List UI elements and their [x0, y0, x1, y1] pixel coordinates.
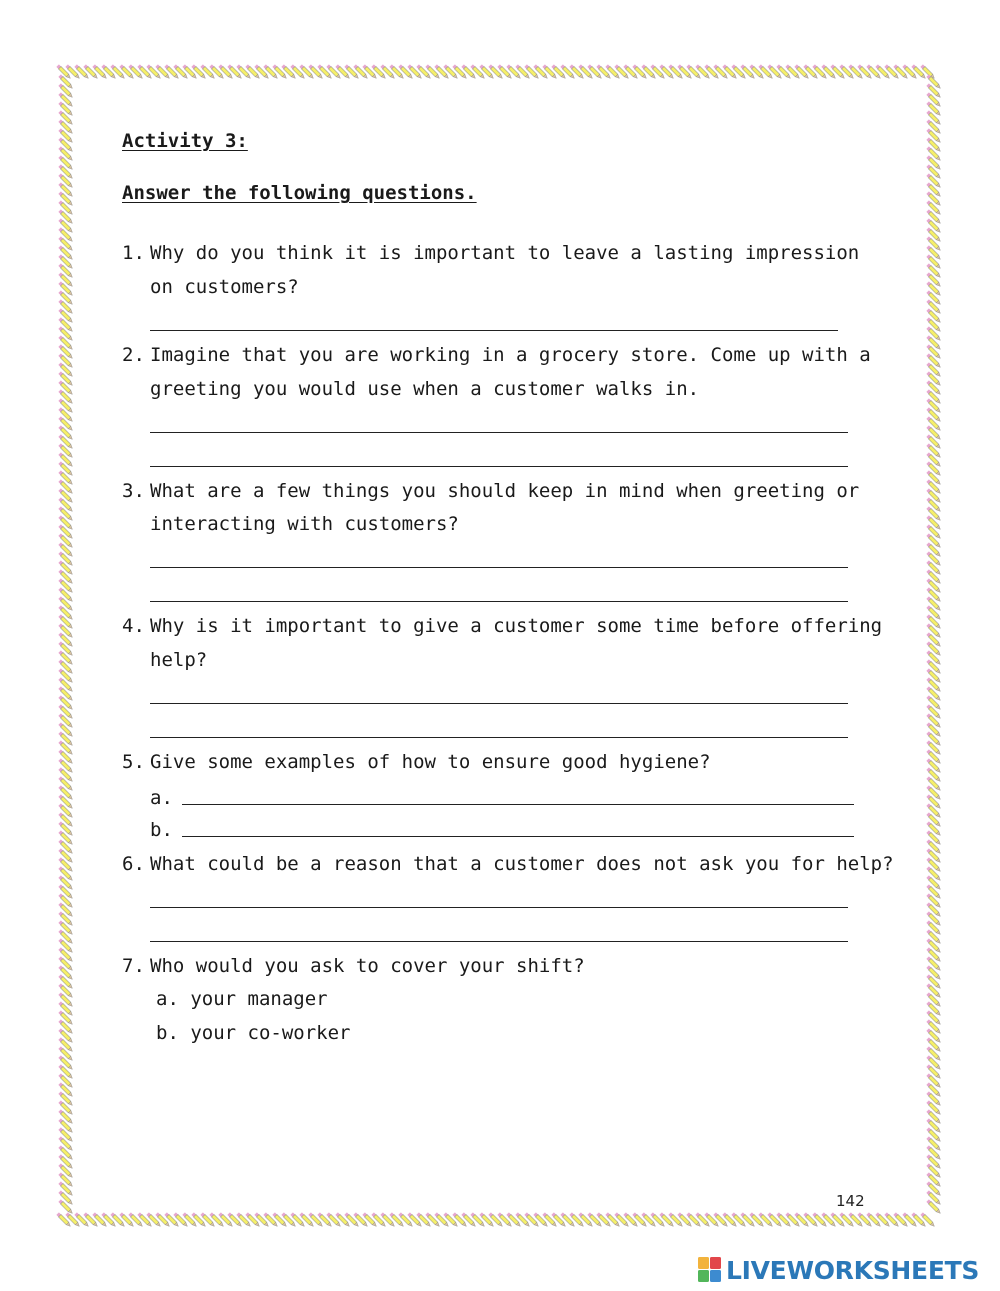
question-number: 1. — [122, 242, 145, 264]
answer-line[interactable] — [182, 836, 854, 837]
liveworksheets-logo — [698, 1256, 979, 1284]
answer-line[interactable] — [150, 941, 848, 942]
question-text: Why do you think it is important to leave a lasting impression — [150, 242, 860, 264]
answer-line[interactable] — [150, 567, 848, 568]
question-number: 4. — [122, 615, 145, 637]
answer-line[interactable] — [182, 804, 854, 805]
answer-line[interactable] — [150, 737, 848, 738]
activity-instruction: Answer the following questions. — [122, 182, 477, 204]
brand-name: LIVEWORKSHEETS — [726, 1255, 980, 1285]
answer-line[interactable] — [150, 330, 838, 331]
answer-option[interactable]: b. your co-worker — [156, 1022, 351, 1044]
answer-line[interactable] — [150, 907, 848, 908]
brand-blocks-icon — [698, 1257, 722, 1283]
question-number: 3. — [122, 480, 145, 502]
answer-option[interactable]: a. your manager — [156, 988, 328, 1010]
pencil-column-left — [58, 74, 73, 1214]
question-text: on customers? — [150, 276, 299, 298]
answer-line[interactable] — [150, 703, 848, 704]
question-text: Why is it important to give a customer some time before offering — [150, 615, 883, 637]
question-text: Give some examples of how to ensure good hygiene? — [150, 751, 711, 773]
question-text: Imagine that you are working in a grocery store. Come up with a — [150, 344, 871, 366]
sub-label: a. — [150, 787, 173, 809]
answer-line[interactable] — [150, 601, 848, 602]
answer-line[interactable] — [150, 466, 848, 467]
question-text: Who would you ask to cover your shift? — [150, 955, 585, 977]
pencil-row-top — [56, 64, 935, 79]
question-text: help? — [150, 649, 208, 671]
question-text: interacting with customers? — [150, 513, 459, 535]
question-number: 5. — [122, 751, 145, 773]
answer-line[interactable] — [150, 432, 848, 433]
question-text: What could be a reason that a customer does not ask you for help? — [150, 853, 894, 875]
question-number: 6. — [122, 853, 145, 875]
pencil-column-right — [926, 74, 941, 1214]
question-number: 7. — [122, 955, 145, 977]
question-number: 2. — [122, 344, 145, 366]
sub-label: b. — [150, 819, 173, 841]
page-number: 142 — [836, 1192, 865, 1210]
pencil-row-bottom — [56, 1212, 935, 1227]
question-text: What are a few things you should keep in mind when greeting or — [150, 480, 860, 502]
question-text: greeting you would use when a customer walks in. — [150, 378, 700, 400]
activity-title: Activity 3: — [122, 130, 248, 152]
